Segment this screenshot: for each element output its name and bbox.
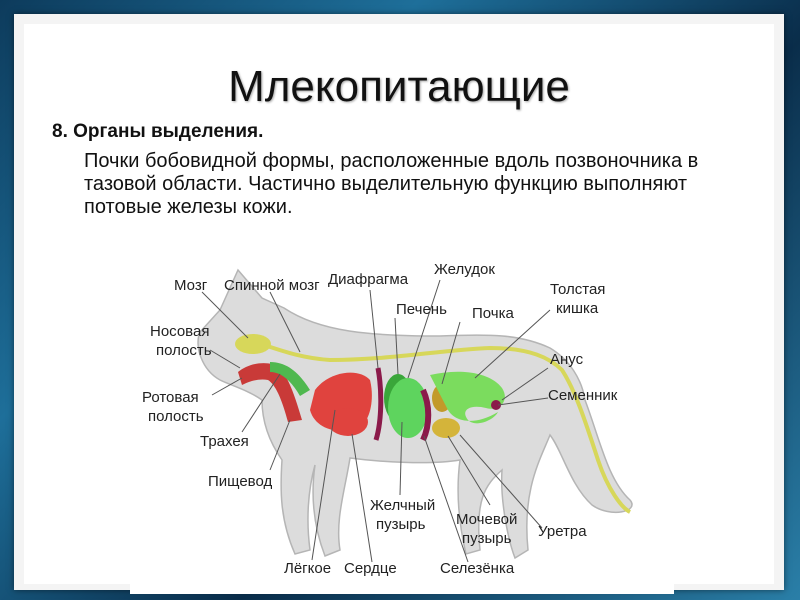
label-gallbladder-2: пузырь [376,516,426,533]
label-large-intestine-1: Толстая [550,281,606,298]
anatomy-diagram [130,250,674,594]
slide-title: Млекопитающие [228,62,570,111]
section-heading: 8. Органы выделения. [52,121,264,142]
label-lung: Лёгкое [284,560,332,577]
label-anus: Анус [550,351,584,368]
label-kidney: Почка [472,305,514,322]
label-oral-2: полость [148,408,204,425]
urinary-bladder [432,418,460,438]
body-text: Почки бобовидной формы, расположенные вдоль позвоночника в тазовой области. Частично выделительную функцию выполняют потовые железы кожи. [84,150,699,218]
label-spinal-cord: Спинной мозг [224,277,320,294]
label-esophagus: Пищевод [208,473,273,490]
label-nasal-2: полость [156,342,212,359]
label-testis: Семенник [548,387,618,404]
label-spleen: Селезёнка [440,560,515,577]
label-liver: Печень [396,301,447,318]
label-gallbladder-1: Желчный [370,497,436,514]
label-nasal-1: Носовая [150,323,210,340]
slide-frame [14,14,784,590]
label-oral-1: Ротовая [142,389,199,406]
label-urethra: Уретра [538,523,587,540]
label-heart: Сердце [344,560,397,577]
label-diaphragm: Диафрагма [328,271,409,288]
label-bladder-2: пузырь [462,530,512,547]
brain [235,334,271,354]
label-bladder-1: Мочевой [456,511,518,528]
cat-anatomy-figure [130,250,674,594]
stomach [388,378,428,438]
heart [328,408,368,436]
slide-content [24,24,774,584]
label-brain: Мозг [174,277,208,294]
label-trachea: Трахея [200,433,249,450]
label-stomach: Желудок [434,261,495,278]
label-large-intestine-2: кишка [556,300,599,317]
